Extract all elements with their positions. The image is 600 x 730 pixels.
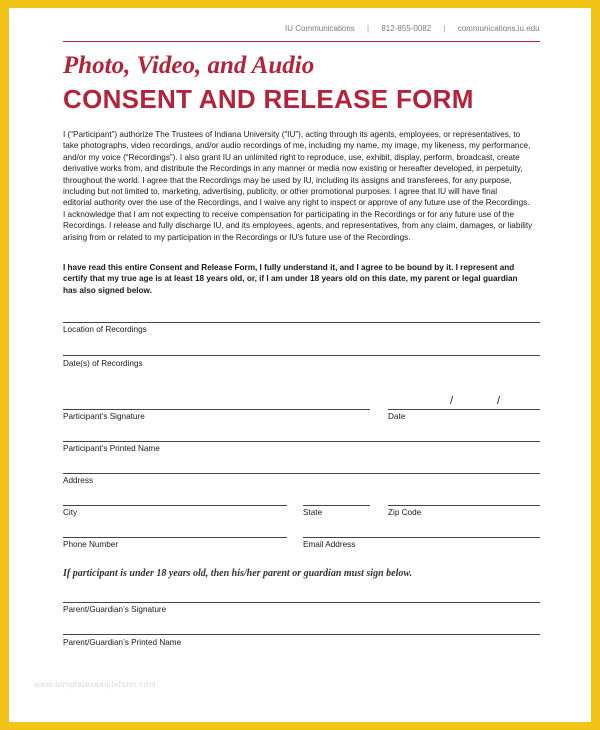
agreement-line: has also signed below. (63, 285, 152, 295)
guardian-signature-field[interactable] (63, 602, 540, 603)
printed-name-field[interactable] (63, 441, 540, 442)
paragraph-line: editorial authority over the use of the Recordings, and I waive any right to inspect or approve of any future use of the Recordings. (63, 198, 530, 208)
header-separator: | (443, 24, 446, 33)
paragraph-line: I (“Participant”) authorize The Trustees of Indiana University (“IU”), acting through its agents, employees, or representatives, to (63, 130, 521, 139)
date-separator: / (450, 395, 454, 407)
form-title: CONSENT AND RELEASE FORM (63, 84, 474, 114)
header-item: communications.iu.edu (457, 24, 540, 33)
paragraph-line: Recordings. I release and fully discharge IU, and its employees, agents, and representatives, from any claim, damages, or liability (63, 221, 533, 231)
header-item: 812-855-0082 (381, 24, 432, 33)
location-field[interactable] (63, 322, 540, 323)
header-contact-bar (285, 24, 542, 36)
agreement-line: I have read this entire Consent and Release Form, I fully understand it, and I agree to be bound by it. I represent and (63, 263, 515, 272)
guardian-printed-name-field[interactable] (63, 634, 540, 635)
phone-field[interactable] (63, 537, 287, 538)
watermark: www.templatesampleform.com (34, 680, 156, 689)
header-item: IU Communications (285, 24, 355, 33)
paragraph-line: including but not limited to, marketing, advertising, publicity, or other promotional purposes. I agree that IU will have final (63, 187, 498, 197)
dates-label: Date(s) of Recordings (63, 359, 143, 368)
guardian-signature-label: Parent/Guardian’s Signature (63, 605, 167, 614)
paragraph-line: derivative works from, and distribute the Recordings in any manner or media now existing or hereafter developed, in perpetuity, (63, 164, 523, 174)
state-label: State (303, 508, 323, 517)
agreement-line: certify that my true age is at least 18 years old, or, if I am under 18 years old on this date, my parent or legal guardian (63, 274, 518, 284)
city-label: City (63, 508, 78, 517)
signature-field[interactable] (63, 409, 370, 410)
date-field[interactable] (388, 409, 540, 410)
consent-paragraph (63, 129, 540, 243)
location-label: Location of Recordings (63, 325, 147, 334)
date-separator: / (497, 395, 501, 407)
email-field[interactable] (303, 537, 540, 538)
paragraph-line: and/or my voice (“Recordings”). I also grant IU an unlimited right to reproduce, use, exhibit, display, perform, broadcast, create (63, 152, 520, 162)
form-subtitle: Photo, Video, and Audio (63, 52, 315, 79)
agreement-statement (63, 262, 540, 296)
paragraph-line: throughout the world. I agree that the Recordings may be used by IU, including its assigns and transferees, for any purpose, (63, 175, 512, 185)
dates-field[interactable] (63, 355, 540, 356)
state-field[interactable] (303, 505, 370, 506)
header-separator: | (367, 24, 370, 33)
phone-label: Phone Number (63, 540, 119, 549)
email-label: Email Address (303, 540, 356, 549)
paragraph-line: take photographs, video recordings, and/or audio recordings of me, including my name, my image, my likeness, my performance, (63, 141, 531, 151)
paragraph-line: I acknowledge that I am not expecting to receive compensation for participating in the Recordings or for any future use of the (63, 209, 515, 219)
paragraph-line: arising from or related to my participation in the Recordings or IU’s future use of the Recordings. (63, 232, 411, 242)
address-field[interactable] (63, 473, 540, 474)
printed-name-label: Participant’s Printed Name (63, 444, 160, 453)
header-rule (63, 41, 540, 42)
city-field[interactable] (63, 505, 287, 506)
guardian-note: If participant is under 18 years old, then his/her parent or guardian must sign below. (63, 568, 413, 579)
date-label: Date (388, 412, 406, 421)
address-label: Address (63, 476, 94, 485)
signature-label: Participant’s Signature (63, 412, 145, 421)
zip-field[interactable] (388, 505, 540, 506)
zip-label: Zip Code (388, 508, 422, 517)
guardian-printed-name-label: Parent/Guardian’s Printed Name (63, 638, 182, 647)
